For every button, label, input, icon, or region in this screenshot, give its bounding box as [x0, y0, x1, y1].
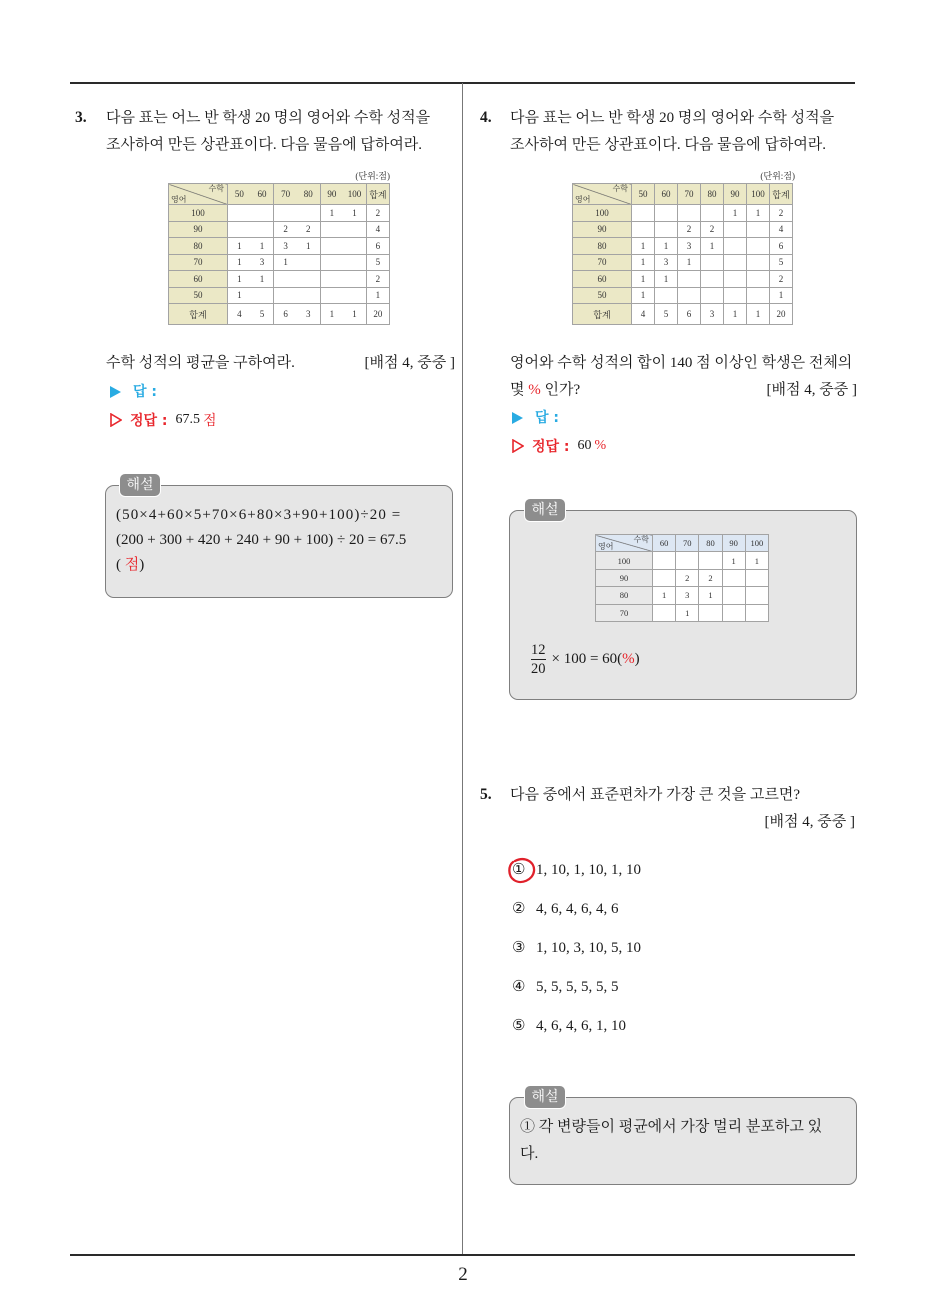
table-cell: [343, 221, 366, 238]
explanation-unit-line: [116, 555, 144, 575]
column-header-cell: 80: [701, 184, 724, 205]
row-variable-label: 영어: [171, 195, 187, 204]
table-cell: [722, 604, 745, 621]
row-header-cell: 80: [169, 238, 228, 255]
table-row: [596, 604, 769, 621]
explanation-tag: 해설: [524, 498, 566, 522]
table-cell: [747, 271, 770, 288]
table-cell: [297, 205, 320, 222]
table-cell: [343, 238, 366, 255]
table-row: [573, 287, 793, 304]
problem-stem-line: 조사하여 만든 상관표이다. 다음 물음에 답하여라.: [106, 137, 423, 153]
table-cell: 1: [653, 587, 676, 604]
table-cell: 2: [770, 205, 793, 222]
table-cell: 1: [655, 271, 678, 288]
problem-stem-line: 다음 표는 어느 반 학생 20 명의 영어와 수학 성적을: [510, 110, 835, 126]
table-cell: [747, 221, 770, 238]
column-header-cell: 50: [632, 184, 655, 205]
choice-text: 4, 6, 4, 6, 4, 6: [536, 901, 619, 917]
correlation-table: [572, 183, 793, 325]
table-unit-note: (단위:점): [355, 171, 390, 181]
table-cell: 1: [724, 205, 747, 222]
table-cell: 1: [228, 271, 251, 288]
table-cell: 1: [655, 238, 678, 255]
column-header-cell: 60: [655, 184, 678, 205]
row-header-cell: 90: [169, 221, 228, 238]
row-header-cell: 60: [573, 271, 632, 288]
problem-number: 3.: [75, 109, 87, 126]
table-cell: 2: [770, 271, 793, 288]
table-cell: 5: [251, 304, 274, 325]
table-cell: [655, 205, 678, 222]
table-header-row: [596, 535, 769, 552]
table-cell: 6: [366, 238, 389, 255]
explanation-line: ① 각 변량들이 평균에서 가장 멀리 분포하고 있: [520, 1119, 823, 1135]
paren-close: ): [139, 557, 145, 573]
table-cell: 3: [274, 238, 297, 255]
table-cell: 1: [251, 271, 274, 288]
table-cell: 2: [297, 221, 320, 238]
table-cell: 1: [632, 254, 655, 271]
choice-text: 5, 5, 5, 5, 5, 5: [536, 979, 619, 995]
table-cell: [343, 254, 366, 271]
table-cell: 1: [228, 238, 251, 255]
table-cell: 1: [274, 254, 297, 271]
row-header-cell: 합계: [169, 304, 228, 325]
table-row: [573, 238, 793, 255]
question-fragment: 몇: [510, 382, 529, 398]
table-cell: 2: [699, 569, 722, 586]
column-header-cell: 60: [653, 535, 676, 552]
table-cell: 6: [770, 238, 793, 255]
table-cell: 3: [655, 254, 678, 271]
row-header-cell: 60: [169, 271, 228, 288]
column-header-cell: 100: [343, 184, 366, 205]
table-cell: [745, 569, 768, 586]
table-cell: [251, 205, 274, 222]
explanation-tag: 해설: [524, 1085, 566, 1109]
table-cell: [655, 287, 678, 304]
table-cell: 5: [770, 254, 793, 271]
table-cell: [701, 271, 724, 288]
table-header-row: [573, 184, 793, 205]
correlation-table: [168, 183, 390, 325]
column-header-cell: 합계: [770, 184, 793, 205]
column-variable-label: 수학: [612, 184, 628, 193]
correct-answer-unit: 점: [203, 414, 217, 429]
table-cell: 1: [678, 254, 701, 271]
table-cell: 1: [747, 304, 770, 325]
table-row: [596, 587, 769, 604]
choice-option: [512, 1016, 626, 1036]
table-cell: 3: [701, 304, 724, 325]
table-cell: 1: [251, 238, 274, 255]
row-header-cell: 90: [573, 221, 632, 238]
table-cell: [320, 221, 343, 238]
table-cell: 4: [770, 221, 793, 238]
table-cell: [274, 271, 297, 288]
table-row: [169, 221, 390, 238]
paren-open: (: [116, 557, 125, 573]
table-cell: 4: [632, 304, 655, 325]
column-variable-label: 수학: [633, 535, 649, 544]
choice-text: 1, 10, 3, 10, 5, 10: [536, 940, 641, 956]
table-row: [573, 271, 793, 288]
column-header-cell: 70: [678, 184, 701, 205]
row-header-cell: 80: [573, 238, 632, 255]
table-cell: [320, 238, 343, 255]
column-header-cell: 70: [274, 184, 297, 205]
answer-triangle-icon: [512, 412, 523, 424]
score-note: [배점 4, 중중 ]: [364, 355, 455, 371]
question-text-line2: [510, 380, 580, 400]
table-cell: 1: [297, 238, 320, 255]
problem-stem-line: 다음 중에서 표준편차가 가장 큰 것을 고르면?: [510, 787, 800, 803]
table-cell: 1: [320, 205, 343, 222]
table-cell: 1: [228, 287, 251, 304]
row-header-cell: 70: [169, 254, 228, 271]
table-row: [573, 304, 793, 325]
fraction: [531, 641, 546, 678]
table-row: [596, 569, 769, 586]
table-cell: [653, 569, 676, 586]
table-cell: [747, 254, 770, 271]
column-header-cell: 90: [724, 184, 747, 205]
table-cell: 20: [770, 304, 793, 325]
table-cell: 6: [274, 304, 297, 325]
choice-marker: ④: [512, 979, 526, 995]
corner-header-cell: [596, 535, 653, 552]
problem-number: 5.: [480, 786, 492, 803]
table-cell: 4: [366, 221, 389, 238]
column-header-cell: 100: [747, 184, 770, 205]
table-cell: 1: [676, 604, 699, 621]
table-cell: [699, 552, 722, 569]
answer-label: 답 :: [133, 384, 157, 400]
problem-number: 4.: [480, 109, 492, 126]
choice-text: 4, 6, 4, 6, 1, 10: [536, 1018, 626, 1034]
table-cell: [699, 604, 722, 621]
score-note: [배점 4, 중중 ]: [766, 382, 857, 398]
table-cell: 2: [366, 271, 389, 288]
row-header-cell: 100: [596, 552, 653, 569]
problem-stem-line: 다음 표는 어느 반 학생 20 명의 영어와 수학 성적을: [106, 110, 431, 126]
correct-answer-row: [110, 410, 217, 430]
correct-answer-value: 67.5: [175, 412, 201, 427]
row-header-cell: 50: [169, 287, 228, 304]
answer-circle-mark-icon: [506, 856, 538, 886]
table-row: [596, 552, 769, 569]
table-cell: [747, 287, 770, 304]
choice-option: [512, 977, 619, 997]
table-unit-note: (단위:점): [760, 171, 795, 181]
table-cell: [678, 205, 701, 222]
table-cell: [228, 221, 251, 238]
table-cell: 1: [747, 205, 770, 222]
table-cell: 1: [745, 552, 768, 569]
table-cell: 4: [228, 304, 251, 325]
table-cell: 6: [678, 304, 701, 325]
column-header-cell: 100: [745, 535, 768, 552]
column-header-cell: 90: [320, 184, 343, 205]
question-fragment: 인가?: [540, 382, 581, 398]
table-cell: [678, 271, 701, 288]
table-cell: [724, 271, 747, 288]
table-cell: [632, 205, 655, 222]
table-cell: 1: [343, 205, 366, 222]
table-cell: 1: [320, 304, 343, 325]
table-cell: 3: [297, 304, 320, 325]
correct-answer-row: [512, 436, 606, 456]
table-cell: [724, 238, 747, 255]
column-header-cell: 60: [251, 184, 274, 205]
column-header-cell: 70: [676, 535, 699, 552]
column-header-cell: 80: [699, 535, 722, 552]
table-header-row: [169, 184, 390, 205]
choice-text: 1, 10, 1, 10, 1, 10: [536, 862, 641, 878]
explanation-formula: [531, 640, 640, 678]
problem-stem-line: 조사하여 만든 상관표이다. 다음 물음에 답하여라.: [510, 137, 827, 153]
table-row: [573, 254, 793, 271]
formula-unit: %: [622, 650, 635, 667]
correlation-table-wrap: [168, 183, 390, 325]
explanation-line: (200 + 300 + 420 + 240 + 90 + 100) ÷ 20 = 67.5: [116, 532, 407, 548]
table-row: [169, 238, 390, 255]
selected-cells-table-wrap: [595, 534, 769, 622]
table-cell: [297, 254, 320, 271]
table-cell: [320, 254, 343, 271]
table-cell: 2: [678, 221, 701, 238]
answer-triangle-icon: [110, 386, 121, 398]
table-row: [573, 221, 793, 238]
table-cell: 2: [366, 205, 389, 222]
table-cell: [701, 254, 724, 271]
table-cell: [274, 205, 297, 222]
explanation-tag: 해설: [119, 473, 161, 497]
table-cell: [722, 587, 745, 604]
row-header-cell: 합계: [573, 304, 632, 325]
question-text: 영어와 수학 성적의 합이 140 점 이상인 학생은 전체의: [510, 355, 853, 371]
table-cell: [701, 287, 724, 304]
table-cell: 2: [676, 569, 699, 586]
table-row: [573, 205, 793, 222]
table-cell: [297, 287, 320, 304]
correct-answer-label: 정답 :: [130, 413, 168, 429]
table-cell: 1: [632, 287, 655, 304]
column-header-cell: 합계: [366, 184, 389, 205]
table-cell: 2: [701, 221, 724, 238]
row-header-cell: 70: [596, 604, 653, 621]
table-cell: [655, 221, 678, 238]
table-cell: 2: [274, 221, 297, 238]
table-cell: [251, 221, 274, 238]
column-header-cell: 90: [722, 535, 745, 552]
outline-triangle-icon: [110, 413, 122, 427]
row-header-cell: 90: [596, 569, 653, 586]
choice-option: [512, 899, 619, 919]
bottom-rule: [70, 1254, 855, 1256]
table-cell: [724, 287, 747, 304]
question-text: 수학 성적의 평균을 구하여라.: [106, 355, 295, 371]
fraction-denominator: 20: [531, 660, 546, 677]
corner-header-cell: [169, 184, 228, 205]
table-cell: 1: [770, 287, 793, 304]
table-cell: [745, 587, 768, 604]
table-cell: [678, 287, 701, 304]
table-cell: 1: [632, 271, 655, 288]
correct-answer-label: 정답 :: [532, 439, 570, 455]
table-cell: 3: [678, 238, 701, 255]
column-header-cell: 50: [228, 184, 251, 205]
table-cell: [724, 254, 747, 271]
explanation-box: [509, 1097, 857, 1185]
row-variable-label: 영어: [575, 195, 591, 204]
table-cell: [297, 271, 320, 288]
score-note: [배점 4, 중중 ]: [764, 814, 855, 830]
table-cell: [701, 205, 724, 222]
choice-marker: ②: [512, 901, 526, 917]
table-cell: [632, 221, 655, 238]
row-header-cell: 70: [573, 254, 632, 271]
table-cell: 1: [632, 238, 655, 255]
table-cell: 5: [655, 304, 678, 325]
explanation-line: (50×4+60×5+70×6+80×3+90+100)÷20 =: [116, 507, 402, 523]
table-cell: [251, 287, 274, 304]
explanation-line: 다.: [520, 1146, 539, 1162]
table-cell: [653, 604, 676, 621]
table-cell: 3: [251, 254, 274, 271]
choice-marker: ①: [512, 862, 526, 878]
corner-header-cell: [573, 184, 632, 205]
table-cell: 1: [366, 287, 389, 304]
paren-close: ): [634, 650, 640, 667]
table-row: [169, 287, 390, 304]
table-cell: 20: [366, 304, 389, 325]
explanation-box: [105, 485, 453, 598]
page-number: 2: [458, 1264, 468, 1285]
row-variable-label: 영어: [598, 542, 614, 552]
table-row: [169, 205, 390, 222]
table-cell: 1: [722, 552, 745, 569]
table-cell: [745, 604, 768, 621]
table-cell: [320, 271, 343, 288]
formula-rest: × 100 = 60(: [551, 650, 623, 667]
table-cell: [274, 287, 297, 304]
row-header-cell: 50: [573, 287, 632, 304]
row-header-cell: 100: [169, 205, 228, 222]
outline-triangle-icon: [512, 439, 524, 453]
column-divider: [462, 83, 463, 1255]
column-variable-label: 수학: [208, 184, 224, 193]
table-cell: 3: [676, 587, 699, 604]
choice-option: [512, 938, 641, 958]
row-header-cell: 80: [596, 587, 653, 604]
table-cell: [320, 287, 343, 304]
question-highlight: %: [528, 382, 541, 398]
choice-marker: ⑤: [512, 1018, 526, 1034]
correlation-table: [595, 534, 769, 622]
column-header-cell: 80: [297, 184, 320, 205]
table-cell: [722, 569, 745, 586]
table-cell: 1: [701, 238, 724, 255]
correct-answer-value: 60: [577, 438, 592, 453]
correlation-table-wrap: [572, 183, 793, 325]
table-cell: 5: [366, 254, 389, 271]
table-cell: 1: [228, 254, 251, 271]
table-cell: [676, 552, 699, 569]
table-cell: 1: [699, 587, 722, 604]
row-header-cell: 100: [573, 205, 632, 222]
table-cell: 1: [724, 304, 747, 325]
table-cell: [343, 287, 366, 304]
table-cell: [724, 221, 747, 238]
explanation-unit: 점: [124, 557, 140, 573]
table-cell: [653, 552, 676, 569]
explanation-box: [509, 510, 857, 700]
correct-answer-unit: %: [594, 438, 607, 453]
table-row: [169, 254, 390, 271]
choice-marker: ③: [512, 940, 526, 956]
table-cell: [343, 271, 366, 288]
table-row: [169, 271, 390, 288]
answer-label: 답 :: [535, 410, 559, 426]
table-cell: [228, 205, 251, 222]
fraction-numerator: 12: [531, 641, 546, 658]
table-row: [169, 304, 390, 325]
table-cell: [747, 238, 770, 255]
table-cell: 1: [343, 304, 366, 325]
